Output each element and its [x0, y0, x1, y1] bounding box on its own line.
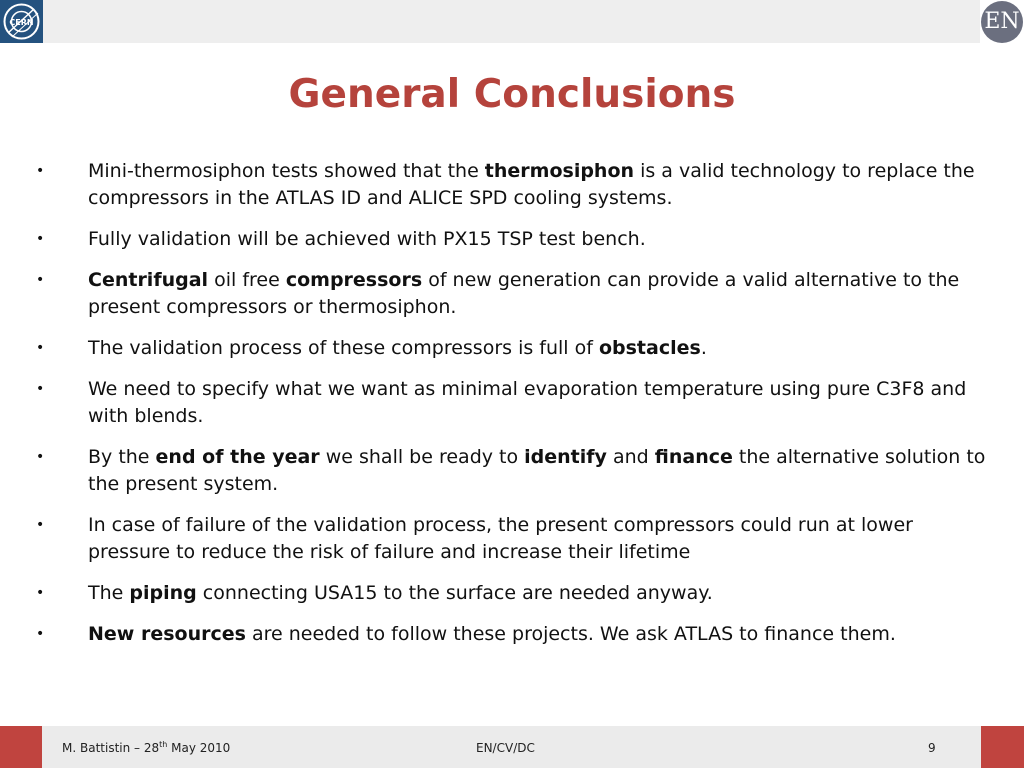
en-logo: EN — [981, 1, 1023, 43]
bullet-dot-icon: • — [36, 272, 45, 288]
bullet-emphasis: end of the year — [155, 446, 320, 468]
header-bar — [0, 0, 980, 43]
bullet-dot-icon: • — [36, 231, 45, 247]
bullet-text: the alternative solution to the present system. — [88, 446, 986, 495]
bullet-dot-icon: • — [36, 585, 45, 601]
bullet-item — [0, 376, 1024, 430]
bullet-emphasis: New resources — [88, 623, 246, 645]
bullet-text: Fully validation will be achieved with PX15 TSP test bench. — [88, 228, 646, 250]
bullet-text: is a valid technology to replace the compressors in the ATLAS ID and ALICE SPD cooling systems. — [88, 160, 975, 209]
bullet-text: The validation process of these compressors is full of — [88, 337, 599, 359]
bullet-item — [0, 512, 1024, 566]
bullet-item — [0, 335, 1024, 362]
bullet-emphasis: compressors — [285, 269, 423, 291]
footer-author-sup: th — [159, 740, 168, 749]
bullet-list — [0, 158, 1024, 662]
bullet-item — [0, 267, 1024, 321]
bullet-text: oil free — [208, 269, 286, 291]
cern-logo-icon — [0, 0, 43, 43]
bullet-item — [0, 580, 1024, 607]
bullet-emphasis: identify — [524, 446, 607, 468]
footer-author — [62, 740, 230, 756]
page-number: 9 — [928, 741, 936, 755]
slide-title: General Conclusions — [288, 72, 736, 117]
bullet-text: we shall be ready to — [319, 446, 525, 468]
bullet-item — [0, 226, 1024, 253]
bullet-text: By the — [88, 446, 156, 468]
bullet-item — [0, 621, 1024, 648]
bullet-dot-icon: • — [36, 517, 45, 533]
bullet-text: We need to specify what we want as minimal evaporation temperature using pure C3F8 and with blends. — [88, 378, 967, 427]
bullet-dot-icon: • — [36, 381, 45, 397]
bullet-item — [0, 444, 1024, 498]
bullet-emphasis: piping — [129, 582, 197, 604]
bullet-text: connecting USA15 to the surface are needed anyway. — [196, 582, 713, 604]
footer-author-suffix: May 2010 — [167, 741, 231, 755]
footer-left-accent — [0, 726, 42, 768]
bullet-emphasis: thermosiphon — [484, 160, 635, 182]
bullet-emphasis: Centrifugal — [88, 269, 209, 291]
bullet-item — [0, 158, 1024, 212]
bullet-emphasis: finance — [654, 446, 733, 468]
bullet-dot-icon: • — [36, 449, 45, 465]
bullet-text: and — [606, 446, 655, 468]
bullet-text: In case of failure of the validation process, the present compressors could run at lower pressure to reduce the risk of failure and increase their lifetime — [88, 514, 913, 563]
bullet-dot-icon: • — [36, 626, 45, 642]
bullet-text: . — [700, 337, 707, 359]
bullet-text: are needed to follow these projects. We ask ATLAS to finance them. — [245, 623, 896, 645]
cern-logo — [0, 0, 43, 43]
bullet-dot-icon: • — [36, 163, 45, 179]
bullet-text: Mini-thermosiphon tests showed that the — [88, 160, 485, 182]
footer-author-prefix: M. Battistin – 28 — [62, 741, 160, 755]
footer-right-accent — [981, 726, 1024, 768]
bullet-dot-icon: • — [36, 340, 45, 356]
bullet-text: of new generation can provide a valid alternative to the present compressors or thermosiphon. — [88, 269, 960, 318]
bullet-text: The — [88, 582, 130, 604]
footer-department: EN/CV/DC — [476, 741, 535, 755]
cern-logo-text: CERN — [9, 18, 34, 27]
bullet-emphasis: obstacles — [598, 337, 701, 359]
